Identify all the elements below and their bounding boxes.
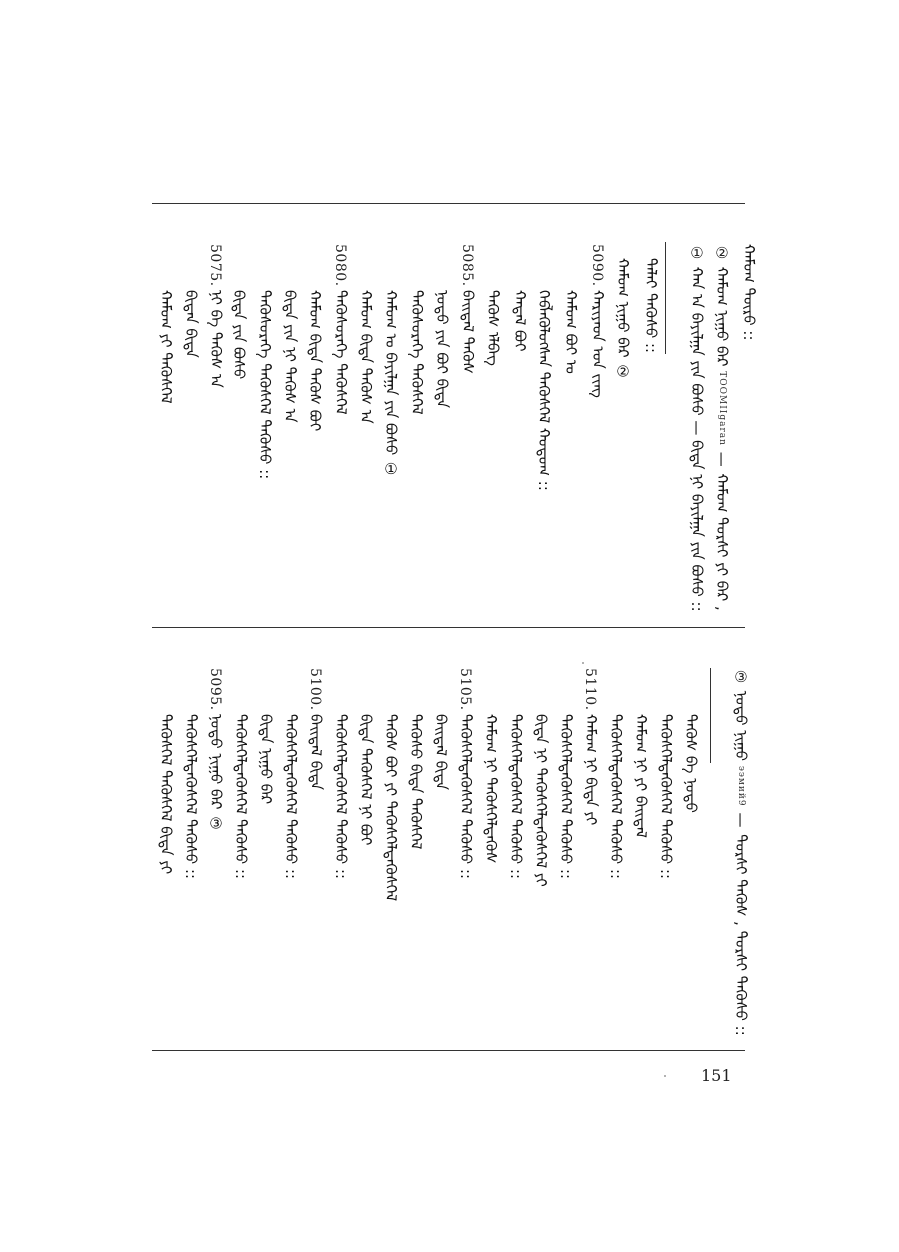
bottom-rule bbox=[152, 1050, 745, 1051]
verse-line: ᠪᠢᠳᠡ ᠲᠡᠭᠦᠰᠭᠡᠯ ᠨᠢ ᠪᠤᠢ bbox=[357, 714, 375, 846]
verse-line: ᠳᠠᠯᠠᠢ ᠲᠡᠭᠦᠰᠦ :: bbox=[642, 258, 660, 354]
footnote-separator bbox=[665, 242, 666, 354]
verse-line: ᠪᠢᠳᠡ ᠶᠢᠨ ᠪᠤᠰᠤ bbox=[230, 290, 248, 380]
verse-line: ᠬᠠᠷᠢᠶᠠᠳ ᠤᠨ ᠵᠢᠩ bbox=[589, 290, 607, 398]
verse-line: ᠪᠢᠳᠡ ᠨᠢᠭᠤ ᠪᠠᠷ bbox=[257, 714, 275, 805]
footnote-continuation: ᠬᠠᠮᠤᠭ ᠲᠦᠷᠦ :: bbox=[740, 244, 758, 341]
verse-line: ᠨᠤᠳᠤ ᠨᠢᠭᠤ ᠪᠠᠷ ③ bbox=[207, 714, 225, 833]
footnote-separator bbox=[710, 668, 711, 763]
verse-line: ᠲᠡᠭᠦᠰᠦᠷᠡᠭᠡ ᠲᠡᠭᠦᠰᠭᠡᠯ bbox=[408, 290, 426, 415]
footnote-1: ① ᠬᠠᠨ ᠠ ᠪᠠᠶᠢᠯᠭᠠ ᠶᠢᠨ ᠪᠤᠰᠤ — ᠪᠢᠳᠡ ᠨᠢ ᠪᠠᠶᠢᠯᠭᠠ ᠶᠢᠨ ᠪᠤᠰᠤ :: bbox=[688, 244, 706, 612]
verse-line: ᠬᠠᠮᠤᠭ ᠨᠢ ᠪᠢᠳᠡ ᠶᠢ bbox=[582, 714, 600, 826]
verse-line: ᠪᠢᠳᠡᠨ ᠪᠢᠳᠡ bbox=[182, 290, 200, 358]
verse-line: ᠪᠠᠢᠳᠠᠯ ᠲᠡᠭᠦᠰ bbox=[459, 290, 477, 374]
scan-speck bbox=[664, 1075, 666, 1077]
verse-line: ᠬᠠᠮᠤᠭ ᠣ ᠪᠠᠶᠢᠯᠭᠠ ᠶᠢᠨ ᠪᠤᠰᠤ ① bbox=[382, 290, 400, 479]
verse-line: ᠲᠡᠭᠦᠰᠭᠡᠯᠲᠡᠭᠦᠰᠭᠡᠯ ᠲᠡᠭᠦᠰᠦ :: bbox=[282, 714, 300, 880]
verse-line: ᠪᠢᠳᠡ ᠶᠢᠨ ᠨᠢ ᠲᠡᠭᠦᠰ ᠠ bbox=[281, 290, 299, 423]
verse-line: ᠲᠡᠭᠦᠰᠦ ᠪᠢᠳᠡ ᠲᠡᠭᠦᠰᠭᠡᠯ bbox=[407, 714, 425, 850]
verse-line: ᠨᠤᠳᠤ ᠶᠢᠨ ᠪᠤᠢ ᠪᠢᠳᠡ bbox=[433, 290, 451, 408]
verse-line: ᠬᠡᠪᠯᠡᠭᠦᠯᠦᠭᠰᠡᠨ ᠲᠡᠭᠦᠰᠭᠡᠯ ᠬᠤᠳᠤᠭ :: bbox=[535, 290, 553, 491]
line-number: 5105. bbox=[457, 668, 473, 711]
line-number: 5090. bbox=[589, 244, 605, 287]
verse-line: ᠪᠠᠢᠳᠠᠯ ᠪᠢᠳᠡ bbox=[307, 714, 325, 791]
verse-line: ᠲᠡᠭᠦᠰᠭᠡᠯᠲᠡᠭᠦᠰᠭᠡᠯ ᠲᠡᠭᠦᠰᠦ :: bbox=[507, 714, 525, 880]
verse-line: ᠪᠢᠳᠡ ᠨᠢ ᠲᠡᠭᠦᠰᠭᠡᠯᠲᠡᠭᠦᠰᠭᠡᠯ ᠶᠢ bbox=[532, 714, 550, 887]
verse-line: ᠲᠡᠭᠦᠰᠭᠡᠯᠲᠡᠭᠦᠰᠭᠡᠯ ᠲᠡᠭᠦᠰᠦ :: bbox=[332, 714, 350, 880]
verse-line: ᠲᠡᠭᠦᠰ ᠡᠯᠪᠡᠭ bbox=[484, 290, 502, 366]
line-number: 5110. bbox=[582, 668, 598, 711]
verse-line: ᠬᠠᠮᠤᠭ ᠪᠤᠢ ᠣ bbox=[562, 290, 580, 374]
page-number: 151 bbox=[701, 1066, 732, 1085]
line-number: 5075. bbox=[207, 244, 223, 287]
verse-line: ᠲᠡᠭᠦᠰᠦᠷᠡᠭᠡ ᠲᠡᠭᠦᠰᠭᠡᠯ ᠲᠡᠭᠦᠰᠦ :: bbox=[256, 290, 274, 480]
verse-line: ᠬᠠᠮᠤᠭ ᠶᠢ ᠲᠡᠭᠦᠰᠭᠡᠯ bbox=[157, 290, 175, 404]
middle-rule bbox=[152, 627, 745, 628]
verse-line: ᠲᠡᠭᠦᠰᠦᠷᠡᠭᠡ ᠲᠡᠭᠦᠰᠭᠡᠯ bbox=[332, 290, 350, 415]
footnote-3: ③ ᠨᠤᠳᠤ ᠨᠢᠭᠤ ээмий9 — ᠳᠤᠷᠰᠢ ᠲᠡᠭᠦᠰ , ᠳᠤᠷᠰᠢ ᠲᠡᠭᠦᠰᠦ :: bbox=[732, 668, 750, 1036]
verse-line: ᠬᠠᠮᠤᠭ ᠪᠢᠳᠡ ᠲᠡᠭᠦᠰ ᠪᠤᠢ bbox=[306, 290, 324, 432]
scan-speck bbox=[582, 662, 584, 664]
line-number: 5095. bbox=[207, 668, 223, 711]
verse-line: ᠲᠡᠭᠦᠰᠭᠡᠯᠲᠡᠭᠦᠰᠭᠡᠯ ᠲᠡᠭᠦᠰᠦ :: bbox=[557, 714, 575, 880]
verse-line: ᠲᠡᠭᠦᠰᠭᠡᠯᠲᠡᠭᠦᠰᠭᠡᠯ ᠲᠡᠭᠦᠰᠦ :: bbox=[232, 714, 250, 880]
verse-line: ᠲᠡᠭᠦᠰ ᠪᠤᠢ ᠶᠢ ᠲᠡᠭᠦᠰᠭᠡᠯᠲᠡᠭᠦᠰᠭᠡᠯ bbox=[382, 714, 400, 902]
verse-line: ᠪᠠᠢᠳᠠᠯ ᠪᠢᠳᠡ bbox=[432, 714, 450, 791]
verse-line: ᠬᠠᠮᠤᠭ ᠨᠢ ᠲᠡᠭᠦᠰᠭᠡᠯᠲᠡᠭᠦᠰ bbox=[482, 714, 500, 864]
verse-line: ᠲᠡᠭᠦᠰᠭᠡᠯᠲᠡᠭᠦᠰᠭᠡᠯ ᠲᠡᠭᠦᠰᠦ :: bbox=[457, 714, 475, 880]
verse-line: ᠲᠡᠭᠦᠰᠭᠡᠯᠲᠡᠭᠦᠰᠭᠡᠯ ᠲᠡᠭᠦᠰᠦ :: bbox=[657, 714, 675, 880]
verse-line: ᠲᠡᠭᠦᠰᠭᠡᠯᠲᠡᠭᠦᠰᠭᠡᠯ ᠲᠡᠭᠦᠰᠦ :: bbox=[182, 714, 200, 880]
verse-line: ᠬᠠᠳᠠᠯ ᠪᠤᠢ bbox=[511, 290, 529, 352]
verse-line: ᠲᠡᠭᠦᠰᠭᠡᠯᠲᠡᠭᠦᠰᠭᠡᠯ ᠲᠡᠭᠦᠰᠦ :: bbox=[607, 714, 625, 880]
verse-line: ᠬᠠᠮᠤᠭ ᠨᠢ ᠶᠢ ᠪᠠᠢᠳᠠᠯ bbox=[632, 714, 650, 838]
verse-line: ᠨᠢ ᠪᠠ ᠲᠡᠭᠦᠰ ᠠ bbox=[207, 290, 225, 388]
verse-line: ᠲᠡᠭᠦᠰ ᠪᠠ ᠨᠤᠳᠤ bbox=[682, 714, 700, 813]
line-number: 5080. bbox=[332, 244, 348, 287]
top-rule bbox=[152, 203, 745, 204]
verse-line: ᠲᠡᠭᠦᠰᠭᠡᠯ ᠲᠡᠭᠦᠰᠭᠡᠯ ᠪᠢᠳᠡ ᠶᠢ bbox=[157, 714, 175, 875]
verse-line: ᠬᠠᠮᠤᠭ ᠨᠢᠭᠤ ᠪᠠᠷ ② bbox=[614, 258, 632, 381]
line-number: 5100. bbox=[307, 668, 323, 711]
verse-line: ᠬᠠᠮᠤᠭ ᠪᠢᠳᠡ ᠲᠡᠭᠦᠰ ᠠ bbox=[357, 290, 375, 424]
footnote-2: ② ᠬᠠᠮᠤᠭ ᠨᠢᠭᠤ ᠪᠠᠷ TOOMIIgaran — ᠬᠠᠮᠤᠭ ᠳᠤᠷᠰᠢ ᠶᠢ ᠪᠠᠷ , bbox=[713, 244, 731, 611]
line-number: 5085. bbox=[459, 244, 475, 287]
